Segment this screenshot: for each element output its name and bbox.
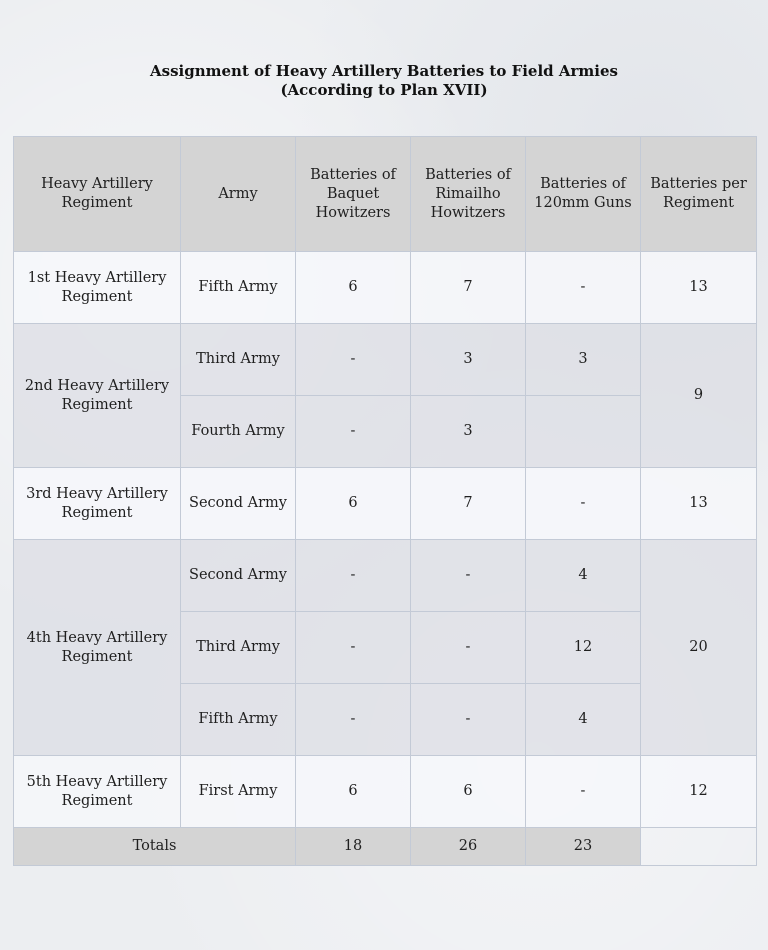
header-row	[14, 137, 757, 252]
rimailho-cell: 7	[411, 252, 526, 324]
regiment-name-cell: 2nd Heavy Artillery Regiment	[14, 324, 181, 468]
guns-120mm-cell: 12	[526, 612, 641, 684]
table-row	[14, 324, 757, 396]
totals-row	[14, 828, 757, 866]
baquet-cell: -	[296, 612, 411, 684]
rimailho-cell: 7	[411, 468, 526, 540]
artillery-assignment-table	[13, 136, 757, 866]
title-line-2: (According to Plan XVII)	[280, 81, 488, 99]
table-row	[14, 252, 757, 324]
table-header	[14, 137, 757, 252]
army-cell: Fifth Army	[181, 252, 296, 324]
baquet-cell: 6	[296, 468, 411, 540]
army-cell: Fourth Army	[181, 396, 296, 468]
guns-120mm-cell: -	[526, 756, 641, 828]
regiment-total-cell: 13	[641, 468, 757, 540]
header-120mm-guns: Batteries of 120mm Guns	[526, 137, 641, 252]
baquet-cell: 6	[296, 252, 411, 324]
regiment-total-cell: 12	[641, 756, 757, 828]
table-row	[14, 540, 757, 612]
baquet-cell: 6	[296, 756, 411, 828]
army-cell: First Army	[181, 756, 296, 828]
totals-120mm-guns: 23	[526, 828, 641, 866]
table-footer	[14, 828, 757, 866]
table-row	[14, 468, 757, 540]
rimailho-cell: -	[411, 684, 526, 756]
army-cell: Third Army	[181, 612, 296, 684]
totals-rimailho: 26	[411, 828, 526, 866]
guns-120mm-cell: -	[526, 468, 641, 540]
guns-120mm-cell: -	[526, 252, 641, 324]
header-regiment: Heavy Artillery Regiment	[14, 137, 181, 252]
guns-120mm-cell: 4	[526, 684, 641, 756]
document-title	[0, 62, 768, 100]
regiment-total-cell: 9	[641, 324, 757, 468]
regiment-total-cell: 20	[641, 540, 757, 756]
header-rimailho: Batteries of Rimailho Howitzers	[411, 137, 526, 252]
baquet-cell: -	[296, 684, 411, 756]
regiment-name-cell: 3rd Heavy Artillery Regiment	[14, 468, 181, 540]
table-body	[14, 252, 757, 828]
rimailho-cell: 3	[411, 324, 526, 396]
army-cell: Fifth Army	[181, 684, 296, 756]
title-line-1: Assignment of Heavy Artillery Batteries to Field Armies	[150, 62, 618, 80]
totals-baquet: 18	[296, 828, 411, 866]
guns-120mm-cell: 3	[526, 324, 641, 396]
baquet-cell: -	[296, 540, 411, 612]
baquet-cell: -	[296, 324, 411, 396]
rimailho-cell: -	[411, 540, 526, 612]
rimailho-cell: 6	[411, 756, 526, 828]
rimailho-cell: 3	[411, 396, 526, 468]
rimailho-cell: -	[411, 612, 526, 684]
regiment-name-cell: 5th Heavy Artillery Regiment	[14, 756, 181, 828]
header-army: Army	[181, 137, 296, 252]
totals-label: Totals	[14, 828, 296, 866]
regiment-name-cell: 4th Heavy Artillery Regiment	[14, 540, 181, 756]
table-row	[14, 756, 757, 828]
totals-per-regiment	[641, 828, 757, 866]
army-cell: Third Army	[181, 324, 296, 396]
header-baquet: Batteries of Baquet Howitzers	[296, 137, 411, 252]
header-per-regiment: Batteries per Regiment	[641, 137, 757, 252]
army-cell: Second Army	[181, 540, 296, 612]
regiment-name-cell: 1st Heavy Artillery Regiment	[14, 252, 181, 324]
guns-120mm-cell	[526, 396, 641, 468]
baquet-cell: -	[296, 396, 411, 468]
army-cell: Second Army	[181, 468, 296, 540]
guns-120mm-cell: 4	[526, 540, 641, 612]
regiment-total-cell: 13	[641, 252, 757, 324]
